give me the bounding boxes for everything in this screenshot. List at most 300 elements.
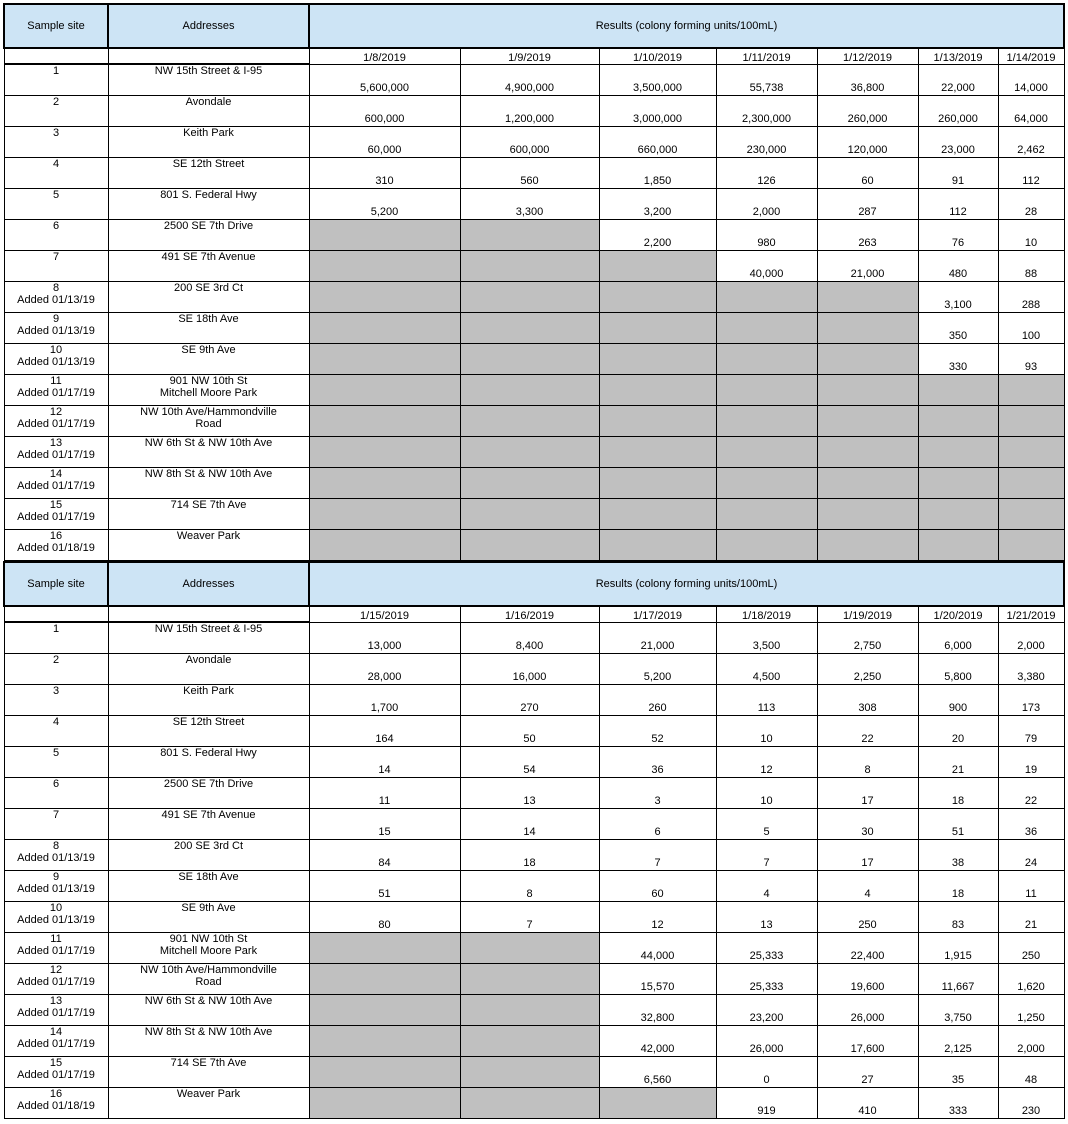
empty-result-cell: [460, 468, 599, 499]
sample-site-cell: [4, 622, 108, 654]
result-value: 2,000: [998, 622, 1064, 654]
result-value: 25,333: [716, 933, 817, 964]
address-cell: [108, 1026, 309, 1057]
result-value: 11,667: [918, 964, 998, 995]
empty-result-cell: [309, 282, 460, 313]
addresses-header: Addresses: [108, 4, 309, 48]
empty-result-cell: [716, 406, 817, 437]
result-value: 3,750: [918, 995, 998, 1026]
site-added-date: Added 01/17/19: [17, 387, 95, 399]
result-value: 13: [460, 778, 599, 809]
results-header: Results (colony forming units/100mL): [309, 562, 1064, 606]
result-value: 18: [918, 778, 998, 809]
address-cell: [108, 127, 309, 158]
site-number: 15: [49, 499, 63, 511]
empty-result-cell: [460, 1088, 599, 1119]
result-value: 6: [599, 809, 716, 840]
empty-result-cell: [716, 282, 817, 313]
empty-result-cell: [309, 499, 460, 530]
site-number: 9: [52, 313, 60, 325]
result-value: 310: [309, 158, 460, 189]
blank-cell: [108, 606, 309, 622]
address-line: SE 18th Ave: [178, 871, 239, 883]
result-value: 26,000: [817, 995, 918, 1026]
result-value: 5,200: [309, 189, 460, 220]
sample-site-cell: [4, 251, 108, 282]
empty-result-cell: [460, 251, 599, 282]
site-added-date: Added 01/17/19: [17, 1038, 95, 1050]
result-value: 3: [599, 778, 716, 809]
site-added-date: Added 01/18/19: [17, 542, 95, 554]
result-value: 7: [716, 840, 817, 871]
address-line: Avondale: [185, 96, 232, 108]
results-tables: [3, 3, 1065, 1119]
date-header: 1/11/2019: [716, 48, 817, 64]
result-value: 8,400: [460, 622, 599, 654]
result-value: 7: [460, 902, 599, 933]
sample-site-cell: [4, 809, 108, 840]
result-value: 250: [998, 933, 1064, 964]
result-value: 25,333: [716, 964, 817, 995]
table-row: [4, 995, 1064, 1026]
table-row: [4, 871, 1064, 902]
empty-result-cell: [460, 1057, 599, 1088]
result-value: 44,000: [599, 933, 716, 964]
result-value: 260,000: [918, 96, 998, 127]
result-value: 28: [998, 189, 1064, 220]
empty-result-cell: [599, 1088, 716, 1119]
sample-site-cell: [4, 530, 108, 561]
table-row: [4, 406, 1064, 437]
table-row: [4, 902, 1064, 933]
site-added-date: Added 01/13/19: [17, 914, 95, 926]
empty-result-cell: [599, 499, 716, 530]
result-value: 287: [817, 189, 918, 220]
result-value: 4: [716, 871, 817, 902]
site-number: 11: [50, 933, 62, 945]
result-value: 333: [918, 1088, 998, 1119]
empty-result-cell: [460, 313, 599, 344]
empty-result-cell: [309, 437, 460, 468]
empty-result-cell: [716, 313, 817, 344]
empty-result-cell: [599, 313, 716, 344]
table-row: [4, 1088, 1064, 1119]
result-value: 51: [309, 871, 460, 902]
address-cell: [108, 437, 309, 468]
table-row: [4, 158, 1064, 189]
site-number: 10: [49, 344, 63, 356]
empty-result-cell: [817, 468, 918, 499]
sample-site-cell: [4, 1026, 108, 1057]
empty-result-cell: [817, 344, 918, 375]
result-value: 260: [599, 685, 716, 716]
result-value: 54: [460, 747, 599, 778]
site-added-date: Added 01/17/19: [17, 449, 95, 461]
sample-site-cell: [4, 437, 108, 468]
result-value: 21: [998, 902, 1064, 933]
empty-result-cell: [309, 220, 460, 251]
result-value: 17: [817, 778, 918, 809]
result-value: 11: [998, 871, 1064, 902]
header-row: [4, 4, 1064, 48]
result-value: 19: [998, 747, 1064, 778]
empty-result-cell: [599, 251, 716, 282]
address-cell: [108, 344, 309, 375]
address-line: Keith Park: [183, 685, 234, 697]
result-value: 22,000: [918, 64, 998, 96]
sample-site-cell: [4, 778, 108, 809]
result-value: 22: [817, 716, 918, 747]
result-value: 1,200,000: [460, 96, 599, 127]
address-cell: [108, 1088, 309, 1119]
address-line: NW 15th Street & I-95: [154, 623, 263, 635]
site-added-date: Added 01/13/19: [17, 883, 95, 895]
address-line: NW 6th St & NW 10th Ave: [144, 995, 273, 1007]
result-value: 19,600: [817, 964, 918, 995]
date-header: 1/14/2019: [998, 48, 1064, 64]
results-table: [3, 3, 1065, 561]
sample-site-cell: [4, 716, 108, 747]
site-added-date: Added 01/17/19: [17, 1069, 95, 1081]
result-value: 6,560: [599, 1057, 716, 1088]
sample-site-cell: [4, 220, 108, 251]
result-value: 1,850: [599, 158, 716, 189]
results-table: [3, 561, 1065, 1119]
sample-site-cell: [4, 654, 108, 685]
empty-result-cell: [716, 468, 817, 499]
sample-site-cell: [4, 1057, 108, 1088]
result-value: 980: [716, 220, 817, 251]
empty-result-cell: [998, 530, 1064, 561]
result-value: 17,600: [817, 1026, 918, 1057]
empty-result-cell: [817, 530, 918, 561]
table-row: [4, 375, 1064, 406]
result-value: 230: [998, 1088, 1064, 1119]
address-line: 901 NW 10th St: [169, 375, 248, 387]
result-value: 3,500,000: [599, 64, 716, 96]
site-number: 2: [52, 96, 60, 108]
result-value: 2,000: [998, 1026, 1064, 1057]
address-cell: [108, 716, 309, 747]
empty-result-cell: [309, 406, 460, 437]
blank-cell: [4, 606, 108, 622]
sample-site-cell: [4, 64, 108, 96]
address-line: 491 SE 7th Avenue: [161, 809, 256, 821]
result-value: 5,600,000: [309, 64, 460, 96]
table-row: [4, 282, 1064, 313]
result-value: 1,915: [918, 933, 998, 964]
empty-result-cell: [460, 437, 599, 468]
table-row: [4, 344, 1064, 375]
date-header: 1/10/2019: [599, 48, 716, 64]
address-line: NW 8th St & NW 10th Ave: [144, 468, 273, 480]
address-cell: [108, 964, 309, 995]
result-value: 13,000: [309, 622, 460, 654]
result-value: 308: [817, 685, 918, 716]
result-value: 919: [716, 1088, 817, 1119]
table-row: [4, 127, 1064, 158]
sample-site-cell: [4, 313, 108, 344]
table-row: [4, 840, 1064, 871]
result-value: 112: [998, 158, 1064, 189]
addresses-header: Addresses: [108, 562, 309, 606]
result-value: 330: [918, 344, 998, 375]
empty-result-cell: [716, 344, 817, 375]
result-value: 60,000: [309, 127, 460, 158]
result-value: 5,800: [918, 654, 998, 685]
result-value: 4,500: [716, 654, 817, 685]
result-value: 32,800: [599, 995, 716, 1026]
result-value: 4,900,000: [460, 64, 599, 96]
date-header: 1/12/2019: [817, 48, 918, 64]
address-line: Road: [195, 418, 222, 430]
date-header: 1/9/2019: [460, 48, 599, 64]
result-value: 21: [918, 747, 998, 778]
result-value: 100: [998, 313, 1064, 344]
result-value: 480: [918, 251, 998, 282]
empty-result-cell: [460, 282, 599, 313]
address-cell: [108, 375, 309, 406]
result-value: 350: [918, 313, 998, 344]
site-number: 4: [52, 158, 60, 170]
address-line: 714 SE 7th Ave: [170, 1057, 247, 1069]
empty-result-cell: [460, 933, 599, 964]
table-row: [4, 251, 1064, 282]
empty-result-cell: [817, 375, 918, 406]
result-value: 55,738: [716, 64, 817, 96]
table-row: [4, 220, 1064, 251]
address-line: NW 8th St & NW 10th Ave: [144, 1026, 273, 1038]
site-number: 13: [49, 437, 63, 449]
sample-site-header: Sample site: [4, 562, 108, 606]
site-number: 7: [52, 251, 60, 263]
empty-result-cell: [309, 375, 460, 406]
sample-site-cell: [4, 158, 108, 189]
result-value: 2,462: [998, 127, 1064, 158]
empty-result-cell: [599, 282, 716, 313]
address-line: SE 9th Ave: [181, 902, 236, 914]
sample-site-cell: [4, 127, 108, 158]
result-value: 22: [998, 778, 1064, 809]
table-row: [4, 778, 1064, 809]
result-value: 2,125: [918, 1026, 998, 1057]
result-value: 12: [599, 902, 716, 933]
site-number: 15: [49, 1057, 63, 1069]
date-header: 1/18/2019: [716, 606, 817, 622]
empty-result-cell: [998, 437, 1064, 468]
result-value: 260,000: [817, 96, 918, 127]
empty-result-cell: [599, 375, 716, 406]
site-number: 8: [52, 282, 60, 294]
result-value: 900: [918, 685, 998, 716]
result-value: 660,000: [599, 127, 716, 158]
address-cell: [108, 158, 309, 189]
table-row: [4, 468, 1064, 499]
address-cell: [108, 809, 309, 840]
table-row: [4, 622, 1064, 654]
address-cell: [108, 933, 309, 964]
address-line: 801 S. Federal Hwy: [160, 189, 257, 201]
empty-result-cell: [460, 1026, 599, 1057]
result-value: 2,250: [817, 654, 918, 685]
date-header: 1/15/2019: [309, 606, 460, 622]
site-number: 5: [52, 189, 60, 201]
address-line: 200 SE 3rd Ct: [173, 840, 244, 852]
address-line: SE 9th Ave: [181, 344, 236, 356]
address-cell: [108, 468, 309, 499]
date-header: 1/13/2019: [918, 48, 998, 64]
result-value: 8: [460, 871, 599, 902]
result-value: 21,000: [817, 251, 918, 282]
empty-result-cell: [309, 313, 460, 344]
site-added-date: Added 01/17/19: [17, 418, 95, 430]
empty-result-cell: [998, 406, 1064, 437]
result-value: 126: [716, 158, 817, 189]
address-cell: [108, 64, 309, 96]
result-value: 27: [817, 1057, 918, 1088]
result-value: 36: [998, 809, 1064, 840]
dates-row: [4, 48, 1064, 64]
result-value: 250: [817, 902, 918, 933]
sample-site-cell: [4, 468, 108, 499]
empty-result-cell: [599, 406, 716, 437]
empty-result-cell: [460, 375, 599, 406]
result-value: 24: [998, 840, 1064, 871]
site-number: 10: [49, 902, 63, 914]
result-value: 84: [309, 840, 460, 871]
empty-result-cell: [998, 499, 1064, 530]
blank-cell: [4, 48, 108, 64]
empty-result-cell: [460, 220, 599, 251]
result-value: 36,800: [817, 64, 918, 96]
date-header: 1/8/2019: [309, 48, 460, 64]
result-value: 36: [599, 747, 716, 778]
empty-result-cell: [817, 406, 918, 437]
result-value: 2,300,000: [716, 96, 817, 127]
result-value: 270: [460, 685, 599, 716]
site-number: 16: [49, 530, 63, 542]
result-value: 3,100: [918, 282, 998, 313]
address-cell: [108, 902, 309, 933]
empty-result-cell: [599, 344, 716, 375]
header-row: [4, 562, 1064, 606]
blank-cell: [108, 48, 309, 64]
result-value: 15,570: [599, 964, 716, 995]
result-value: 2,750: [817, 622, 918, 654]
result-value: 164: [309, 716, 460, 747]
empty-result-cell: [309, 964, 460, 995]
address-line: 714 SE 7th Ave: [170, 499, 247, 511]
result-value: 1,700: [309, 685, 460, 716]
result-value: 1,250: [998, 995, 1064, 1026]
result-value: 30: [817, 809, 918, 840]
result-value: 3,380: [998, 654, 1064, 685]
result-value: 18: [918, 871, 998, 902]
sample-site-cell: [4, 406, 108, 437]
empty-result-cell: [309, 251, 460, 282]
site-added-date: Added 01/17/19: [17, 511, 95, 523]
table-row: [4, 1057, 1064, 1088]
result-value: 35: [918, 1057, 998, 1088]
sample-site-cell: [4, 282, 108, 313]
result-value: 14: [309, 747, 460, 778]
address-line: SE 18th Ave: [178, 313, 239, 325]
address-line: Road: [195, 976, 222, 988]
address-cell: [108, 778, 309, 809]
result-value: 17: [817, 840, 918, 871]
result-value: 0: [716, 1057, 817, 1088]
result-value: 113: [716, 685, 817, 716]
table-row: [4, 933, 1064, 964]
result-value: 52: [599, 716, 716, 747]
address-line: 491 SE 7th Avenue: [161, 251, 256, 263]
result-value: 18: [460, 840, 599, 871]
result-value: 40,000: [716, 251, 817, 282]
address-line: 2500 SE 7th Drive: [163, 220, 254, 232]
sample-site-cell: [4, 685, 108, 716]
address-cell: [108, 871, 309, 902]
empty-result-cell: [817, 313, 918, 344]
empty-result-cell: [716, 499, 817, 530]
empty-result-cell: [309, 1088, 460, 1119]
address-cell: [108, 499, 309, 530]
address-line: SE 12th Street: [172, 158, 245, 170]
empty-result-cell: [309, 468, 460, 499]
address-cell: [108, 685, 309, 716]
table-row: [4, 437, 1064, 468]
site-number: 4: [52, 716, 60, 728]
empty-result-cell: [309, 995, 460, 1026]
table-row: [4, 747, 1064, 778]
address-cell: [108, 1057, 309, 1088]
sample-site-cell: [4, 1088, 108, 1119]
result-value: 288: [998, 282, 1064, 313]
result-value: 1,620: [998, 964, 1064, 995]
result-value: 3,300: [460, 189, 599, 220]
empty-result-cell: [309, 1026, 460, 1057]
address-cell: [108, 220, 309, 251]
table-row: [4, 313, 1064, 344]
result-value: 11: [309, 778, 460, 809]
result-value: 80: [309, 902, 460, 933]
date-header: 1/19/2019: [817, 606, 918, 622]
result-value: 48: [998, 1057, 1064, 1088]
site-number: 3: [52, 685, 60, 697]
address-cell: [108, 189, 309, 220]
table-row: [4, 716, 1064, 747]
result-value: 5: [716, 809, 817, 840]
address-line: 801 S. Federal Hwy: [160, 747, 257, 759]
result-value: 42,000: [599, 1026, 716, 1057]
table-row: [4, 685, 1064, 716]
result-value: 23,200: [716, 995, 817, 1026]
result-value: 120,000: [817, 127, 918, 158]
result-value: 20: [918, 716, 998, 747]
address-line: 200 SE 3rd Ct: [173, 282, 244, 294]
result-value: 93: [998, 344, 1064, 375]
address-cell: [108, 840, 309, 871]
sample-site-cell: [4, 840, 108, 871]
result-value: 263: [817, 220, 918, 251]
address-line: Weaver Park: [176, 530, 241, 542]
sample-site-cell: [4, 933, 108, 964]
address-cell: [108, 622, 309, 654]
result-value: 28,000: [309, 654, 460, 685]
dates-row: [4, 606, 1064, 622]
site-number: 12: [49, 964, 63, 976]
table-row: [4, 530, 1064, 561]
empty-result-cell: [599, 530, 716, 561]
